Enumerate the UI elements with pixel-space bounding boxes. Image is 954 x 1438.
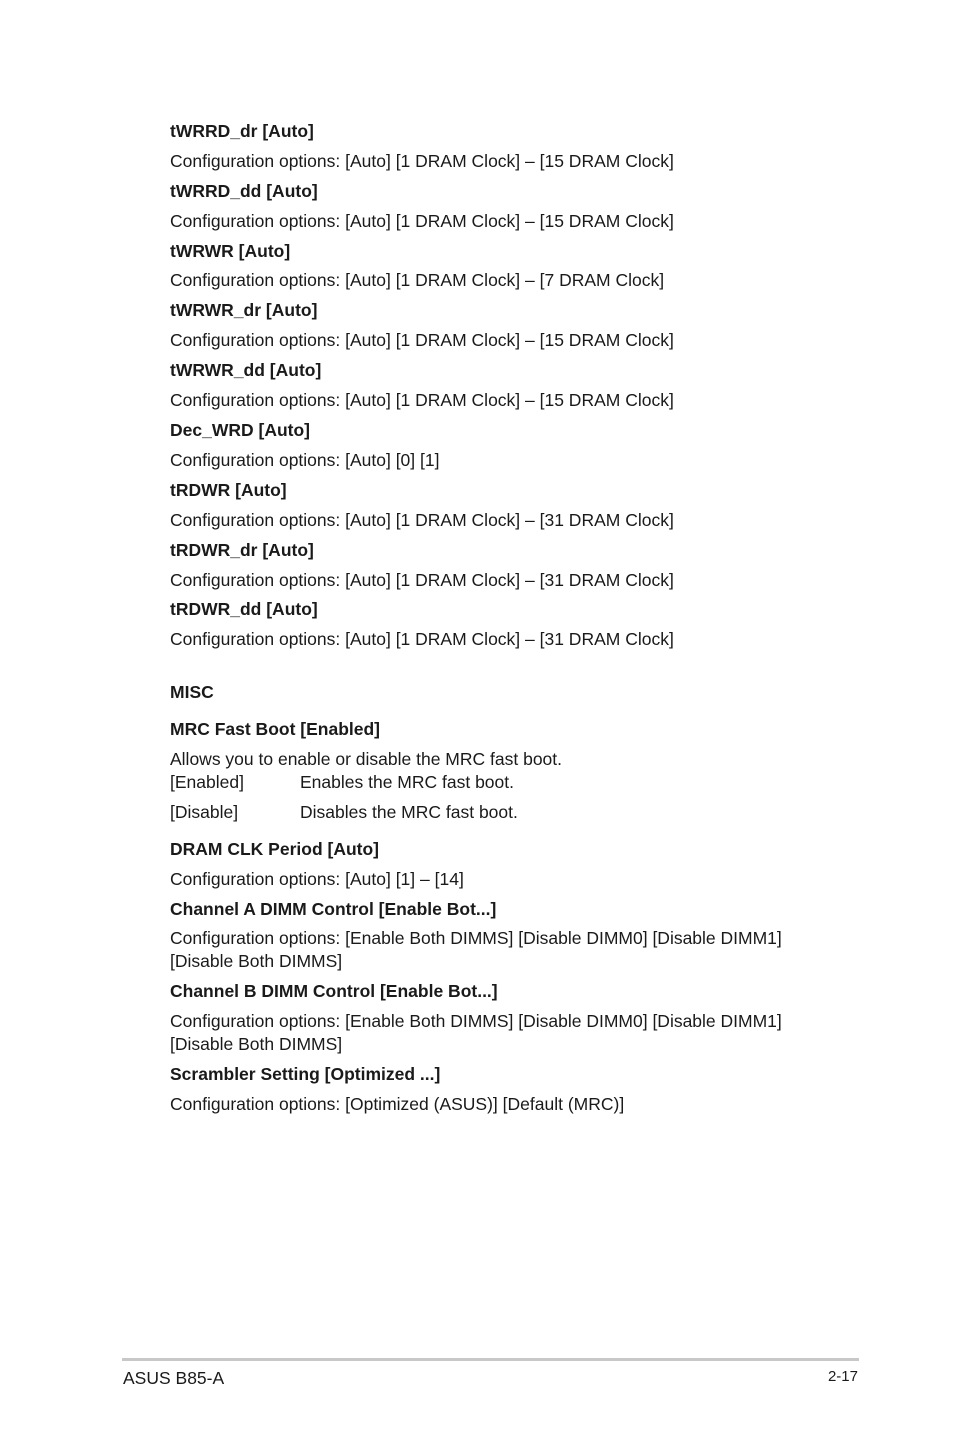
item-desc-trdwr-dd: Configuration options: [Auto] [1 DRAM Clock] – [31 DRAM Clock] (170, 629, 674, 649)
item-title-twrrd-dd: tWRRD_dd [Auto] (170, 181, 318, 201)
item-desc-twrrd-dd: Configuration options: [Auto] [1 DRAM Clock] – [15 DRAM Clock] (170, 211, 674, 231)
item-desc-twrwr-dd: Configuration options: [Auto] [1 DRAM Clock] – [15 DRAM Clock] (170, 390, 674, 410)
channel-b-title: Channel B DIMM Control [Enable Bot...] (170, 981, 498, 1001)
item-desc-dec-wrd: Configuration options: [Auto] [0] [1] (170, 450, 440, 470)
item-desc-twrwr: Configuration options: [Auto] [1 DRAM Clock] – [7 DRAM Clock] (170, 270, 665, 290)
mrc-fast-boot-title: MRC Fast Boot [Enabled] (170, 719, 380, 739)
item-title-trdwr-dr: tRDWR_dr [Auto] (170, 540, 314, 560)
channel-b-desc: Configuration options: [Enable Both DIMMS] [Disable DIMM0] [Disable DIMM1] [Disable Both DIMMS] (170, 1011, 782, 1054)
mrc-fast-boot-desc: Allows you to enable or disable the MRC fast boot. (170, 749, 563, 769)
footer-product-name: ASUS B85-A (123, 1368, 225, 1388)
item-title-twrwr-dr: tWRWR_dr [Auto] (170, 300, 318, 320)
channel-a-desc: Configuration options: [Enable Both DIMMS] [Disable DIMM0] [Disable DIMM1] [Disable Both DIMMS] (170, 928, 782, 971)
item-title-twrwr-dd: tWRWR_dd [Auto] (170, 360, 322, 380)
channel-a-title: Channel A DIMM Control [Enable Bot...] (170, 899, 497, 919)
option-key: [Disable] (170, 802, 239, 822)
dram-clk-desc: Configuration options: [Auto] [1] – [14] (170, 869, 464, 889)
item-title-dec-wrd: Dec_WRD [Auto] (170, 420, 310, 440)
item-title-twrwr: tWRWR [Auto] (170, 241, 291, 261)
mrc-option-enabled (170, 771, 514, 793)
scrambler-title: Scrambler Setting [Optimized ...] (170, 1064, 441, 1084)
item-desc-trdwr-dr: Configuration options: [Auto] [1 DRAM Clock] – [31 DRAM Clock] (170, 570, 674, 590)
dram-clk-title: DRAM CLK Period [Auto] (170, 839, 380, 859)
item-desc-twrwr-dr: Configuration options: [Auto] [1 DRAM Clock] – [15 DRAM Clock] (170, 330, 674, 350)
option-value: Disables the MRC fast boot. (300, 802, 518, 822)
footer-page-number: 2-17 (827, 1368, 858, 1385)
option-key: [Enabled] (170, 772, 244, 792)
item-title-trdwr-dd: tRDWR_dd [Auto] (170, 599, 318, 619)
item-desc-twrrd-dr: Configuration options: [Auto] [1 DRAM Clock] – [15 DRAM Clock] (170, 151, 674, 171)
option-value: Enables the MRC fast boot. (300, 772, 514, 792)
item-desc-trdwr: Configuration options: [Auto] [1 DRAM Clock] – [31 DRAM Clock] (170, 510, 674, 530)
item-title-trdwr: tRDWR [Auto] (170, 480, 287, 500)
item-title-twrrd-dr: tWRRD_dr [Auto] (170, 121, 314, 141)
misc-heading: MISC (170, 682, 214, 702)
scrambler-desc: Configuration options: [Optimized (ASUS)] [Default (MRC)] (170, 1094, 625, 1114)
mrc-option-disable (170, 801, 518, 823)
footer-rule (122, 1358, 859, 1361)
